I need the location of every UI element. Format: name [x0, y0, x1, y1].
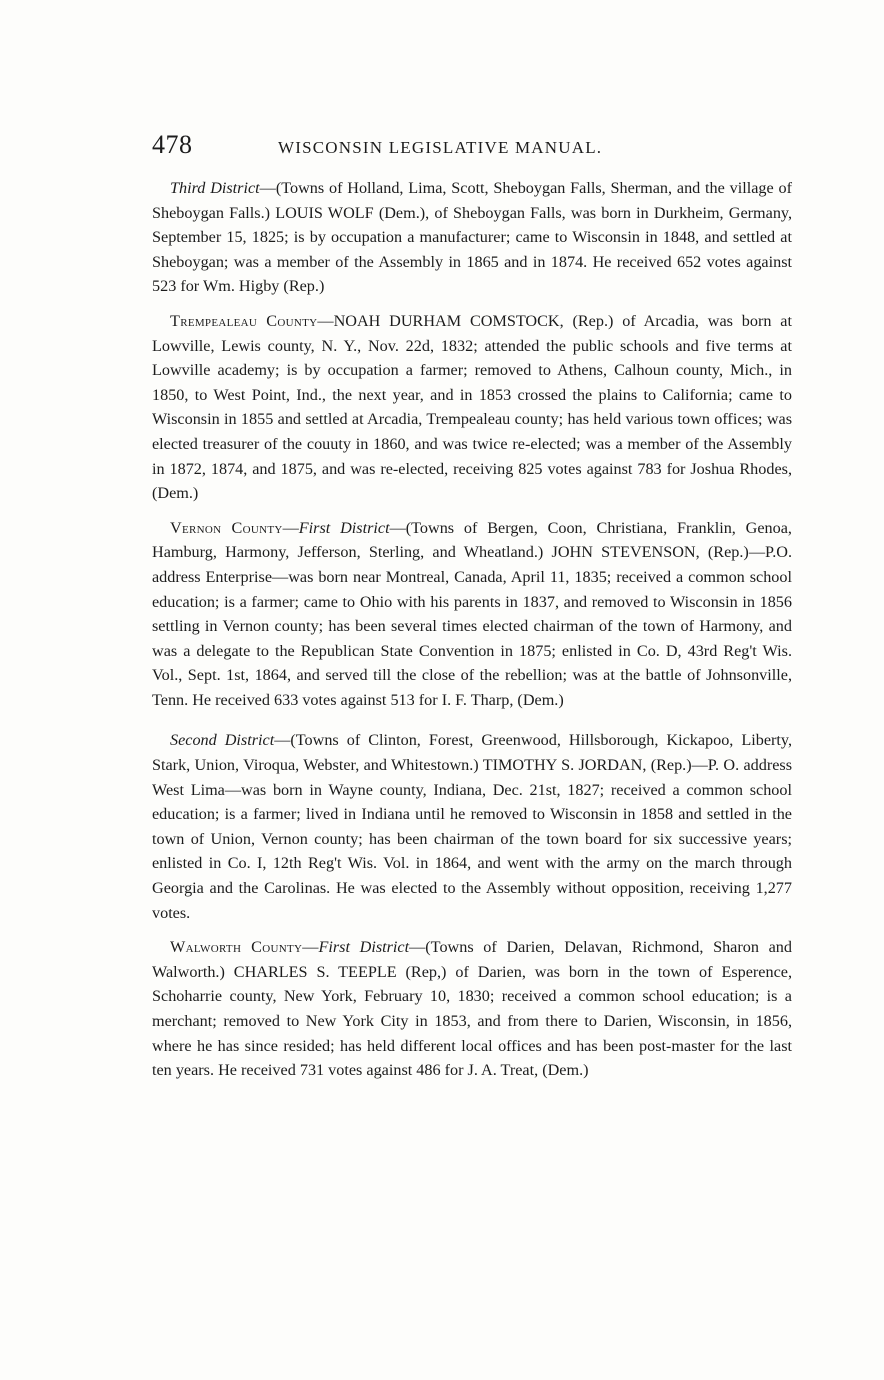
biography-entry [152, 728, 792, 925]
entry-body: —(Towns of Clinton, Forest, Greenwood, Hillsborough, Kickapoo, Liberty, Stark, Union, Viroqua, Webster, and Whitestown.) TIMOTHY S. JORDAN, (Rep.)—P. O. address West Lima—was born in Wayne county, Indiana, Dec. 21st, 1827; received a common school education; is a farmer; lived in Indiana until he removed to Wisconsin in 1858 and settled in the town of Union, Vernon county; has been chairman of the town board for six successive years; enlisted in Co. I, 12th Reg't Wis. Vol. in 1864, and went with the army on the march through Georgia and the Carolinas. He was elected to the Assembly without opposition, receiving 1,277 votes. [152, 731, 792, 922]
biography-entry: Walworth County—First District—(Towns of Darien, Delavan, Richmond, Sharon and Walworth.) CHARLES S. TEEPLE (Rep,) of Darien, was born in the town of Esperence, Schoharrie county, New York, February 10, 1830; received a common school education; is a merchant; removed to New York City in 1853, and from there to Darien, Wisconsin, in 1856, where he has since resided; has held different local offices and has been post-master for the last ten years. He received 731 votes against 486 for J. A. Treat, (Dem.) [152, 938, 792, 1080]
book-page [152, 130, 792, 1093]
county-label: Vernon County [170, 518, 283, 537]
running-title: WISCONSIN LEGISLATIVE MANUAL. [278, 138, 603, 157]
page-header [152, 130, 792, 170]
district-label: Third District [170, 179, 260, 197]
entry-body: —(Towns of Holland, Lima, Scott, Sheboygan Falls, Sherman, and the village of Sheboygan Falls.) LOUIS WOLF (Dem.), of Sheboygan Falls, was born in Durkheim, Germany, September 15, 1825; is by occupation a manufacturer; came to Wisconsin in 1848, and settled at Sheboygan; was a member of the Assembly in 1865 and in 1874. He received 652 votes against 523 for Wm. Higby (Rep.) [152, 179, 792, 296]
district-label: First District [298, 518, 390, 537]
biography-entry [152, 176, 792, 299]
district-label: First District [318, 938, 410, 957]
entry-body: —NOAH DURHAM COMSTOCK, (Rep.) of Arcadia, was born at Lowville, Lewis county, N. Y., Nov. 22d, 1832; attended the public schools and five terms at Lowville academy; is by occupation a farmer; removed to Athens, Calhoun county, Mich., in 1850, to West Point, Ind., the next year, and in 1853 crossed the plains to California; came to Wisconsin in 1855 and settled at Arcadia, Trempealeau county; has held various town offices; was elected treasurer of the couuty in 1860, and was twice re-elected; was a member of the Assembly in 1872, 1874, and 1875, and was re-elected, receiving 825 votes against 783 for Joshua Rhodes, (Dem.) [152, 311, 792, 503]
entry-body: —(Towns of Darien, Delavan, Richmond, Sharon and Walworth.) CHARLES S. TEEPLE (Rep,) of Darien, was born in the town of Esperence, Schoharrie county, New York, February 10, 1830; received a common school education; is a merchant; removed to New York City in 1853, and from there to Darien, Wisconsin, in 1856, where he has since resided; has held different local offices and has been post-master for the last ten years. He received 731 votes against 486 for J. A. Treat, (Dem.) [152, 938, 792, 1080]
page-number: 478 [152, 130, 193, 159]
county-label: Trempealeau County [170, 311, 318, 330]
biography-entry: Vernon County—First District—(Towns of Bergen, Coon, Christiana, Franklin, Genoa, Hamburg, Harmony, Jefferson, Sterling, and Wheatland.) JOHN STEVENSON, (Rep.)—P.O. address Enterprise—was born near Montreal, Canada, April 11, 1835; received a common school education; is a farmer; came to Ohio with his parents in 1837, and removed to Wisconsin in 1856 settling in Vernon county; has been several times elected chairman of the town of Harmony, and was a delegate to the Republican State Convention in 1875; enlisted in Co. D, 43rd Reg't Wis. Vol., Sept. 1st, 1864, and served till the close of the rebellion; was at the battle of Johnsonville, Tenn. He received 633 votes against 513 for I. F. Tharp, (Dem.) [152, 518, 792, 709]
district-label: Second District [170, 731, 275, 750]
biography-entry [152, 309, 792, 506]
county-label: Walworth County [170, 938, 303, 957]
entry-body: —(Towns of Bergen, Coon, Christiana, Franklin, Genoa, Hamburg, Harmony, Jefferson, Sterling, and Wheatland.) JOHN STEVENSON, (Rep.)—P.O. address Enterprise—was born near Montreal, Canada, April 11, 1835; received a common school education; is a farmer; came to Ohio with his parents in 1837, and removed to Wisconsin in 1856 settling in Vernon county; has been several times elected chairman of the town of Harmony, and was a delegate to the Republican State Convention in 1875; enlisted in Co. D, 43rd Reg't Wis. Vol., Sept. 1st, 1864, and served till the close of the rebellion; was at the battle of Johnsonville, Tenn. He received 633 votes against 513 for I. F. Tharp, (Dem.) [152, 518, 792, 709]
